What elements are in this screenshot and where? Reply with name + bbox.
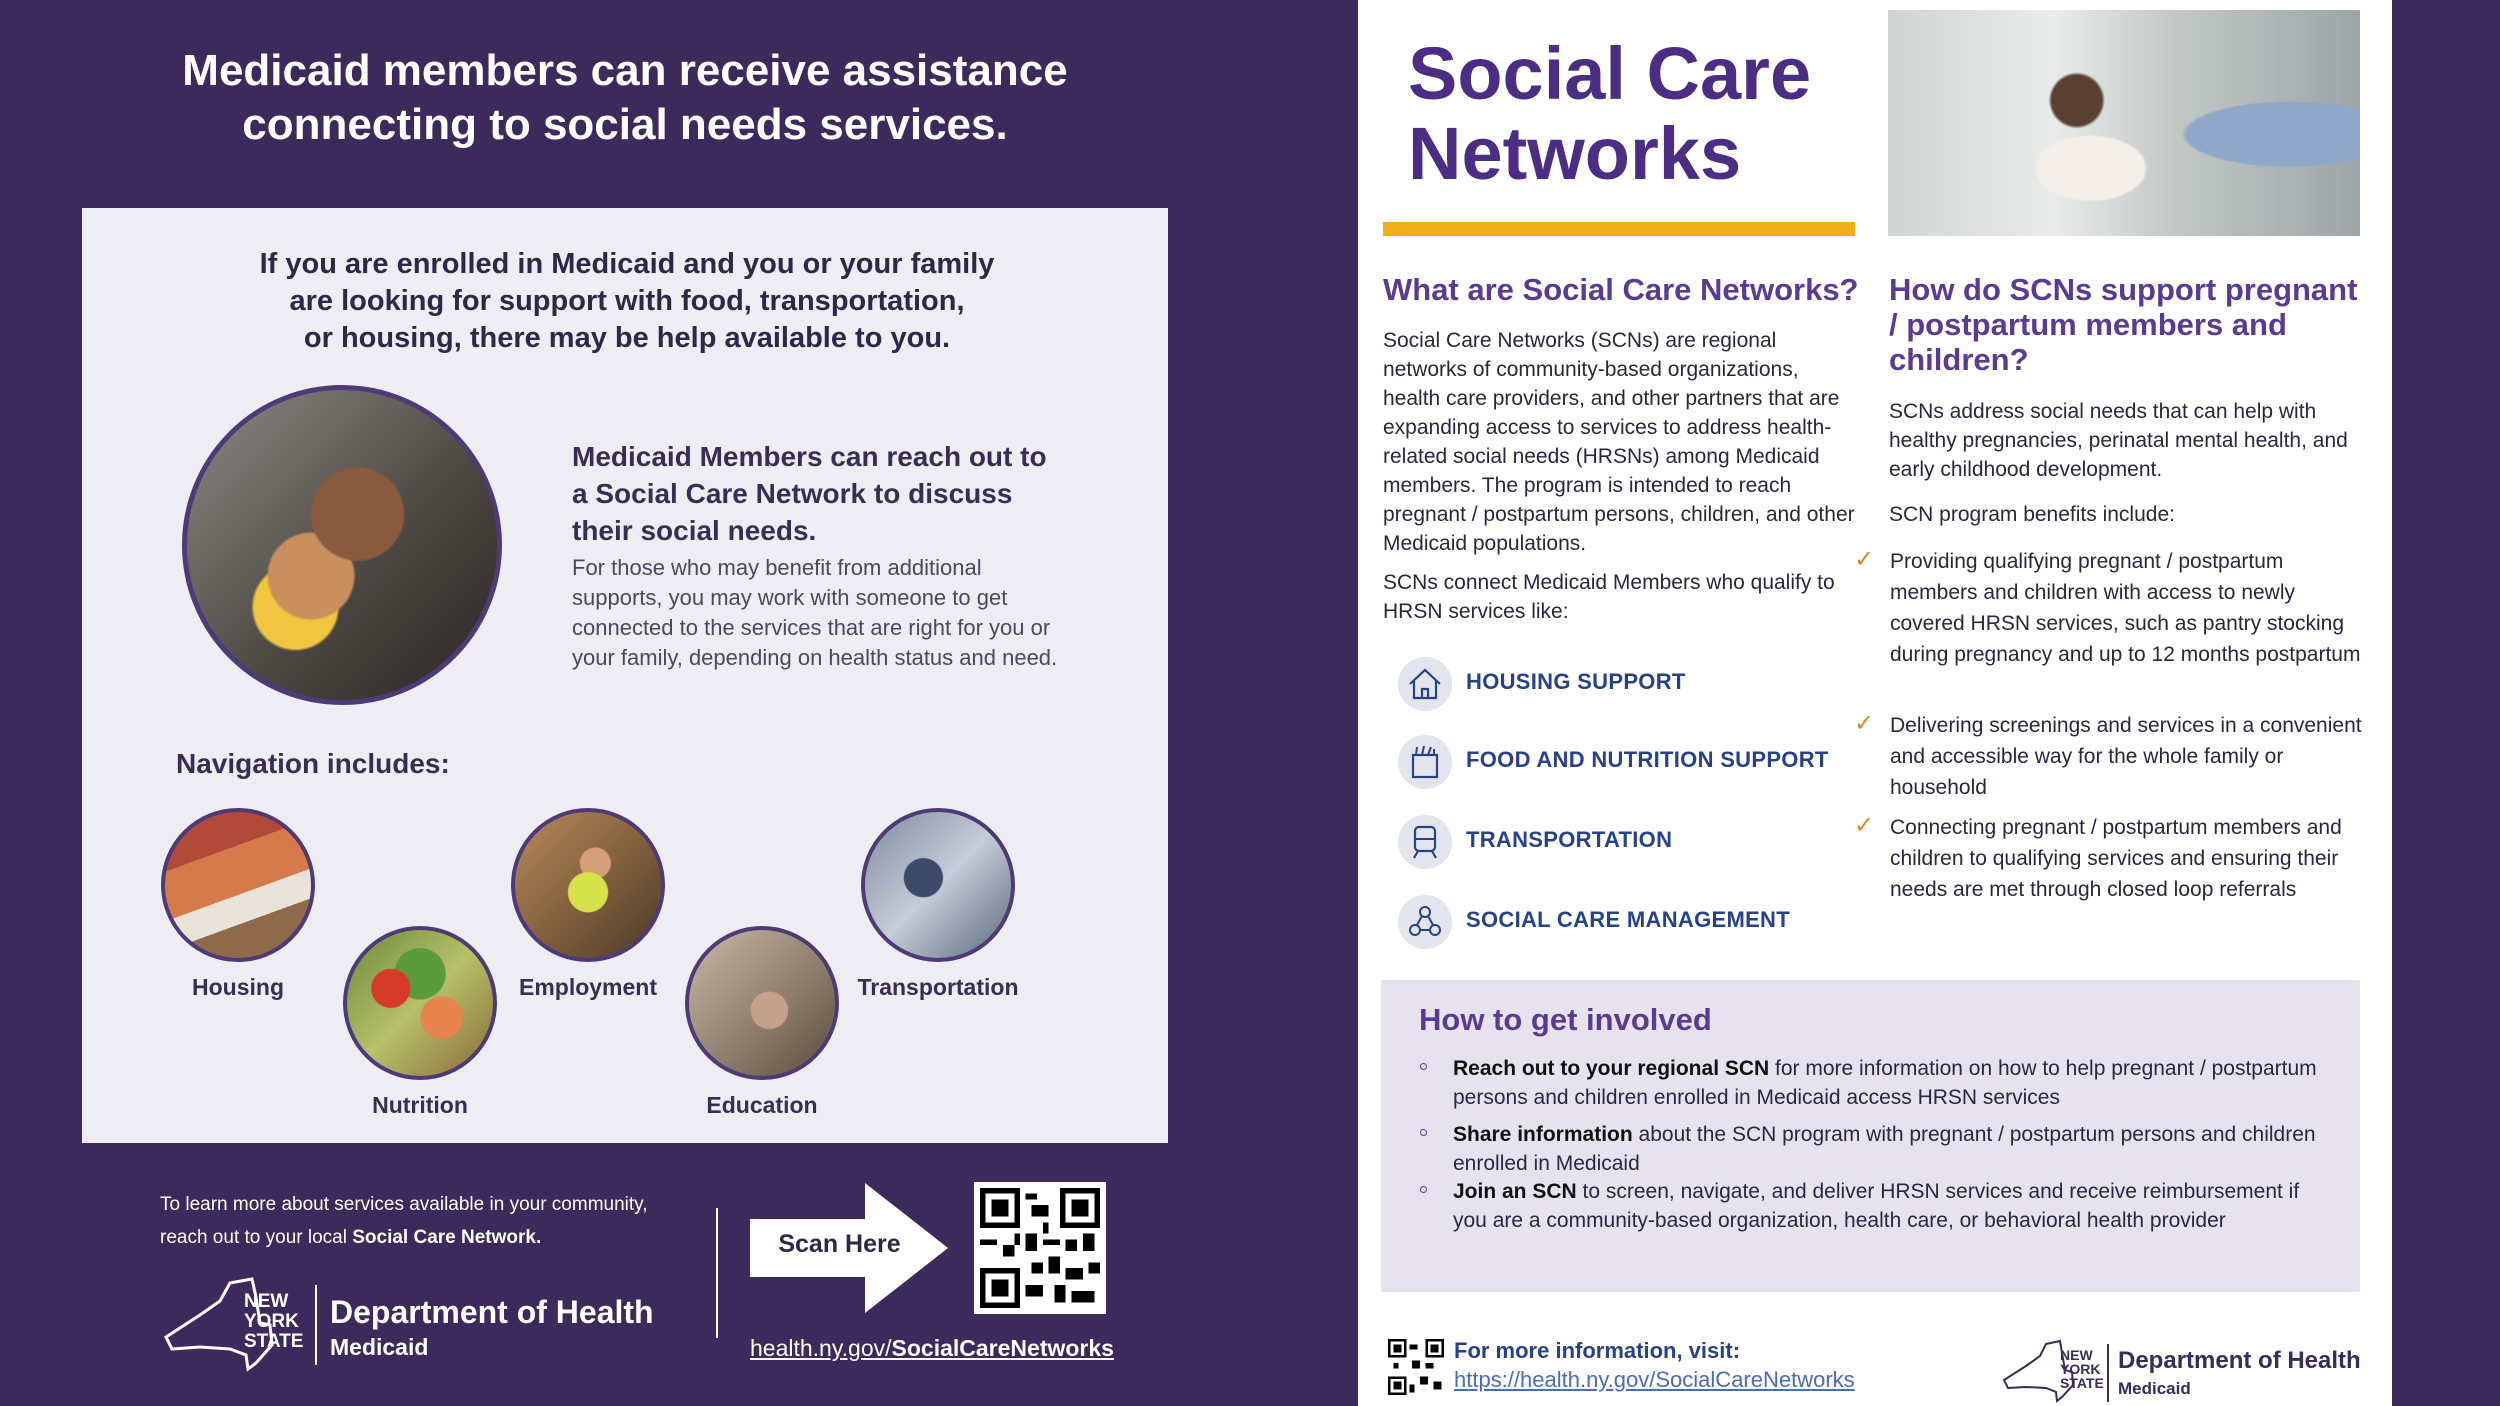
- involved-item: [1453, 1177, 2333, 1235]
- intro-line-1: If you are enrolled in Medicaid and you or your family: [259, 248, 995, 280]
- logo-small-medicaid: Medicaid: [2118, 1379, 2191, 1398]
- what-body: Social Care Networks (SCNs) are regional networks of community-based organizations, health care providers, and other partners that are expanding access to services to address health-related social needs (HRSNs) among Medicaid members. The program is intended to reach pregnant / postpartum persons, children, and other Medicaid populations.: [1383, 329, 1855, 555]
- small-qr-code-icon[interactable]: [1388, 1339, 1444, 1395]
- pregnant-consultation-photo: [1888, 10, 2360, 236]
- benefit-item: [1854, 812, 2370, 905]
- nav-item-employment: [488, 808, 688, 1001]
- bullet-icon: [1420, 1063, 1427, 1070]
- benefit-text-1: Providing qualifying pregnant / postpartum members and children with access to newly covered HRSN services, such as pantry stocking during pregnancy and up to 12 months postpartum: [1890, 550, 2361, 666]
- footer-text-bold: Social Care Network.: [352, 1227, 542, 1248]
- check-icon: ✓: [1854, 546, 1875, 573]
- footer-text-line-2: reach out to your local: [160, 1227, 353, 1248]
- transportation-photo: [861, 808, 1015, 962]
- nav-label-employment: Employment: [518, 974, 658, 1000]
- get-involved-heading: How to get involved: [1419, 1002, 1712, 1037]
- qr-code-icon[interactable]: [974, 1182, 1106, 1314]
- nav-item-education: [662, 926, 862, 1119]
- intro-line-3: or housing, there may be help available to you.: [303, 322, 951, 354]
- service-label-transportation: TRANSPORTATION: [1466, 827, 1673, 852]
- employment-photo: [511, 808, 665, 962]
- housing-photo: [161, 808, 315, 962]
- benefit-item: [1854, 546, 2370, 670]
- link-prefix[interactable]: health.ny.gov/: [750, 1335, 892, 1361]
- left-headline-line-2: connecting to social needs services.: [242, 100, 1008, 149]
- scan-here-label: Scan Here: [778, 1230, 901, 1258]
- nav-item-transportation: [838, 808, 1038, 1001]
- social-care-networks-link[interactable]: [750, 1335, 1114, 1362]
- enrollment-intro: [222, 246, 1032, 357]
- how-heading: How do SCNs support pregnant / postpartum members and children?: [1889, 272, 2358, 377]
- benefit-item: [1854, 710, 2370, 803]
- service-food: [1398, 731, 1858, 791]
- intro-line-2: are looking for support with food, transportation,: [289, 285, 965, 317]
- service-label-housing: HOUSING SUPPORT: [1466, 669, 1686, 694]
- more-info-link[interactable]: https://health.ny.gov/SocialCareNetworks: [1454, 1367, 1855, 1392]
- footer-text-line-1: To learn more about services available in your community,: [160, 1194, 648, 1215]
- how-body: SCNs address social needs that can help with healthy pregnancies, perinatal mental health, and early childhood development.: [1889, 400, 2348, 481]
- benefits-intro: SCN program benefits include:: [1889, 503, 2175, 526]
- involved-item: [1453, 1120, 2333, 1178]
- benefit-text-3: Connecting pregnant / postpartum members and children to qualifying services and ensuring their needs are met through closed loop referrals: [1890, 816, 2342, 901]
- more-info-label: For more information, visit:: [1454, 1338, 1741, 1363]
- left-headline: [80, 44, 1170, 152]
- service-care-management: [1398, 891, 1858, 951]
- train-icon: [1398, 815, 1452, 869]
- nav-label-education: Education: [706, 1092, 818, 1118]
- bullet-icon: [1420, 1129, 1427, 1136]
- involved-bold-1: Reach out to your regional SCN: [1453, 1057, 1770, 1080]
- family-hug-photo: [182, 385, 502, 705]
- check-icon: ✓: [1854, 812, 1875, 839]
- title-accent-bar: [1383, 222, 1855, 236]
- involved-bold-2: Share information: [1453, 1123, 1633, 1146]
- involved-item: [1453, 1054, 2333, 1112]
- nav-label-transportation: Transportation: [857, 974, 1019, 1000]
- nav-item-housing: [138, 808, 338, 1001]
- check-icon: ✓: [1854, 710, 1875, 737]
- education-photo: [685, 926, 839, 1080]
- scn-title: [1408, 34, 1811, 194]
- service-label-food: FOOD AND NUTRITION SUPPORT: [1466, 747, 1829, 772]
- logo-small-new: NEW: [2060, 1347, 2093, 1363]
- connect-body: SCNs connect Medicaid Members who qualify to HRSN services like:: [1383, 571, 1835, 623]
- logo-new: NEW: [244, 1291, 289, 1312]
- nav-label-nutrition: Nutrition: [372, 1092, 468, 1118]
- nys-doh-logo-small: [2000, 1338, 2365, 1406]
- footer-learn-more: [160, 1188, 700, 1254]
- service-transportation: [1398, 811, 1858, 871]
- reach-out-heading: Medicaid Members can reach out to a Social Care Network to discuss their social needs.: [572, 441, 1047, 546]
- involved-bold-3: Join an SCN: [1453, 1180, 1577, 1203]
- service-label-care-management: SOCIAL CARE MANAGEMENT: [1466, 907, 1790, 932]
- nav-label-housing: Housing: [192, 974, 284, 1000]
- right-edge-strip: [2392, 0, 2500, 1406]
- logo-medicaid: Medicaid: [330, 1334, 429, 1360]
- left-headline-line-1: Medicaid members can receive assistance: [182, 46, 1068, 95]
- what-heading: What are Social Care Networks?: [1383, 272, 1859, 307]
- nutrition-photo: [343, 926, 497, 1080]
- bullet-icon: [1420, 1186, 1427, 1193]
- reach-out-body: For those who may benefit from additional supports, you may work with someone to get connected to the services that are right for you or your family, depending on health status and need.: [572, 555, 1058, 670]
- service-housing: [1398, 653, 1858, 713]
- navigation-heading: Navigation includes:: [176, 748, 450, 779]
- scn-title-line-1: Social Care: [1408, 32, 1812, 115]
- logo-state: STATE: [244, 1331, 304, 1352]
- grocery-bag-icon: [1398, 735, 1452, 789]
- logo-dept: Department of Health: [330, 1294, 654, 1330]
- involved-rest-2: about the SCN program with pregnant / postpartum persons and children enrolled in Medicaid: [1453, 1123, 2316, 1175]
- logo-small-state: STATE: [2060, 1375, 2104, 1391]
- involved-rest-1: for more information on how to help pregnant / postpartum persons and children enrolled in Medicaid access HRSN services: [1453, 1057, 2317, 1109]
- involved-rest-3: to screen, navigate, and deliver HRSN services and receive reimbursement if you are a community-based organization, health care, or behavioral health provider: [1453, 1180, 2300, 1232]
- nys-doh-logo: [160, 1275, 660, 1375]
- scn-title-line-2: Networks: [1408, 112, 1742, 195]
- logo-small-dept: Department of Health: [2118, 1347, 2361, 1374]
- logo-small-york: YORK: [2060, 1361, 2101, 1377]
- network-people-icon: [1398, 895, 1452, 949]
- footer-divider: [716, 1208, 718, 1338]
- get-involved-box: [1381, 980, 2360, 1292]
- house-icon: [1398, 657, 1452, 711]
- benefit-text-2: Delivering screenings and services in a convenient and accessible way for the whole family or household: [1890, 714, 2362, 799]
- logo-york: YORK: [244, 1311, 299, 1332]
- info-card: [82, 208, 1168, 1143]
- link-bold[interactable]: SocialCareNetworks: [891, 1335, 1114, 1361]
